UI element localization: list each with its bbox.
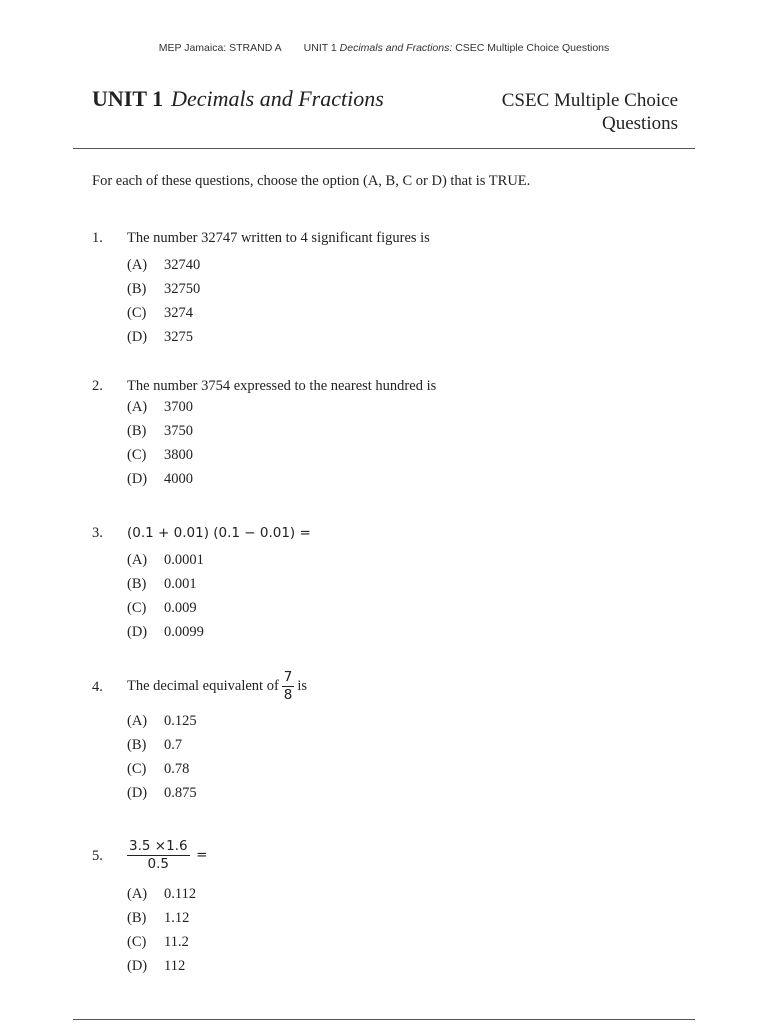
section-title-line2: Questions — [602, 113, 678, 134]
question-number: 3. — [92, 525, 103, 541]
option-label: (C) — [127, 447, 147, 463]
option-label: (A) — [127, 399, 148, 415]
title-topic: Decimals and Fractions — [171, 86, 384, 111]
option-label: (C) — [127, 934, 147, 950]
option-label: (D) — [127, 785, 148, 801]
option-label: (B) — [127, 576, 147, 592]
question-number: 5. — [92, 848, 103, 864]
option-value: 0.78 — [164, 761, 190, 777]
stem-text-after: is — [297, 677, 308, 694]
running-header — [0, 42, 768, 54]
option-value: 32750 — [164, 281, 201, 297]
option-value: 11.2 — [164, 934, 189, 950]
option-value: 0.0099 — [164, 624, 204, 640]
option-label: (B) — [127, 910, 147, 926]
option-value: 1.12 — [164, 910, 190, 926]
option-label: (B) — [127, 281, 147, 297]
header-topic: Decimals and Fractions: — [339, 42, 453, 54]
title-unit: UNIT 1 — [92, 86, 164, 111]
option-label: (A) — [127, 552, 148, 568]
option-value: 4000 — [164, 471, 193, 487]
option-label: (D) — [127, 471, 148, 487]
header-unit: UNIT 1 — [303, 42, 337, 54]
header-section: CSEC Multiple Choice Questions — [455, 42, 610, 54]
option-value: 3275 — [164, 329, 193, 345]
question-expression — [127, 838, 207, 873]
option-value: 112 — [164, 958, 186, 974]
top-divider — [73, 148, 695, 149]
fraction-denominator: 0.5 — [147, 856, 170, 872]
question-stem: The number 32747 written to 4 significant figures is — [127, 230, 430, 246]
option-label: (C) — [127, 305, 147, 321]
option-value: 3274 — [164, 305, 193, 321]
option-value: 0.7 — [164, 737, 183, 753]
option-label: (C) — [127, 600, 147, 616]
question-expression: (0.1 + 0.01) (0.1 − 0.01) = — [127, 525, 311, 541]
option-value: 0.125 — [164, 713, 197, 729]
option-value: 3800 — [164, 447, 193, 463]
fraction-denominator: 8 — [283, 687, 293, 703]
question-number: 1. — [92, 230, 103, 246]
question-stem: The number 3754 expressed to the nearest hundred is — [127, 378, 437, 394]
option-label: (B) — [127, 737, 147, 753]
option-label: (D) — [127, 624, 148, 640]
fraction — [127, 838, 190, 873]
section-title — [502, 89, 678, 135]
question-stem — [127, 669, 307, 704]
equals-sign: = — [196, 846, 208, 863]
option-label: (A) — [127, 257, 148, 273]
fraction-numerator: 7 — [283, 669, 293, 685]
option-value: 0.001 — [164, 576, 197, 592]
option-label: (C) — [127, 761, 147, 777]
page-title — [92, 86, 384, 112]
instructions: For each of these questions, choose the option (A, B, C or D) that is TRUE. — [92, 173, 531, 189]
option-value: 0.875 — [164, 785, 197, 801]
question-number: 4. — [92, 679, 103, 695]
option-label: (D) — [127, 958, 148, 974]
option-value: 3700 — [164, 399, 193, 415]
section-title-line1: CSEC Multiple Choice — [501, 90, 678, 111]
option-label: (A) — [127, 886, 148, 902]
question-number: 2. — [92, 378, 103, 394]
option-label: (A) — [127, 713, 148, 729]
header-strand: MEP Jamaica: STRAND A — [158, 42, 282, 54]
fraction-numerator: 3.5 ×1.6 — [129, 838, 188, 854]
option-value: 0.112 — [164, 886, 197, 902]
stem-text: The decimal equivalent of — [127, 677, 279, 694]
bottom-divider — [73, 1019, 695, 1020]
option-value: 0.009 — [164, 600, 197, 616]
option-label: (B) — [127, 423, 147, 439]
fraction — [282, 669, 295, 704]
option-label: (D) — [127, 329, 148, 345]
option-value: 0.0001 — [164, 552, 204, 568]
option-value: 3750 — [164, 423, 193, 439]
option-value: 32740 — [164, 257, 201, 273]
